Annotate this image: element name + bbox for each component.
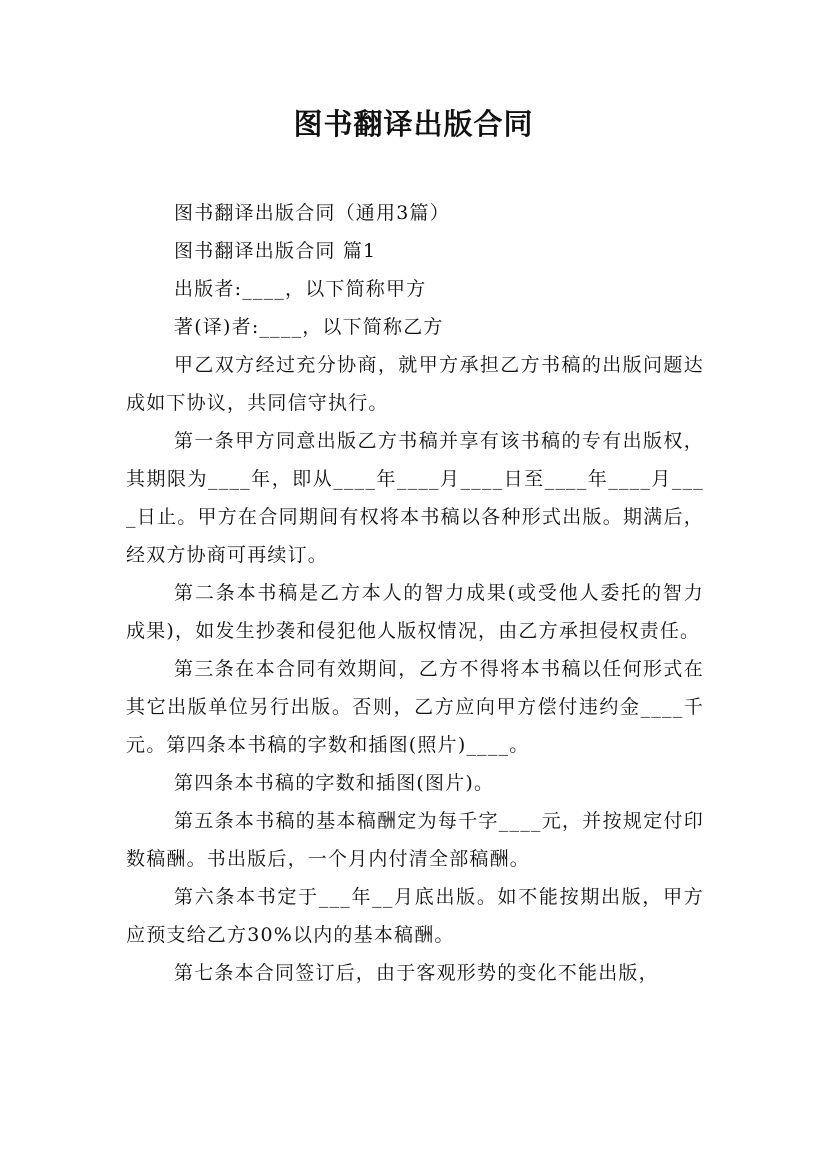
paragraph-article-1: 第一条甲方同意出版乙方书稿并享有该书稿的专有出版权，其期限为____年，即从____年____月____日至____年____月____日止。甲方在合同期间有权将本书稿以各种形式出版。期满后，经双方协商可再续订。 <box>126 430 704 566</box>
paragraph-article-5: 第五条本书稿的基本稿酬定为每千字____元，并按规定付印数稿酬。书出版后，一个月内付清全部稿酬。 <box>126 810 704 870</box>
paragraph-heading: 图书翻译出版合同（通用3篇） <box>174 202 450 224</box>
paragraph-intro: 甲乙双方经过充分协商，就甲方承担乙方书稿的出版问题达成如下协议，共同信守执行。 <box>126 354 704 414</box>
paragraph-article-4: 第四条本书稿的字数和插图(图片)。 <box>174 772 495 794</box>
paragraph-article-7: 第七条本合同签订后，由于客观形势的变化不能出版， <box>174 962 659 984</box>
paragraph-article-3: 第三条在本合同有效期间，乙方不得将本书稿以任何形式在其它出版单位另行出版。否则，乙方应向甲方偿付违约金____千元。第四条本书稿的字数和插图(照片)____。 <box>126 658 704 756</box>
paragraph-author: 著(译)者:____，以下简称乙方 <box>174 316 444 338</box>
paragraph-article-6: 第六条本书定于___年__月底出版。如不能按期出版，甲方应预支给乙方30%以内的基本稿酬。 <box>126 886 704 946</box>
paragraph-publisher: 出版者:____，以下简称甲方 <box>174 278 427 300</box>
document-title: 图书翻译出版合同 <box>293 107 534 141</box>
paragraph-article-2: 第二条本书稿是乙方本人的智力成果(或受他人委托的智力成果)，如发生抄袭和侵犯他人版权情况，由乙方承担侵权责任。 <box>126 582 704 642</box>
document-body <box>126 194 704 992</box>
paragraph-section-label: 图书翻译出版合同 篇1 <box>174 240 377 262</box>
